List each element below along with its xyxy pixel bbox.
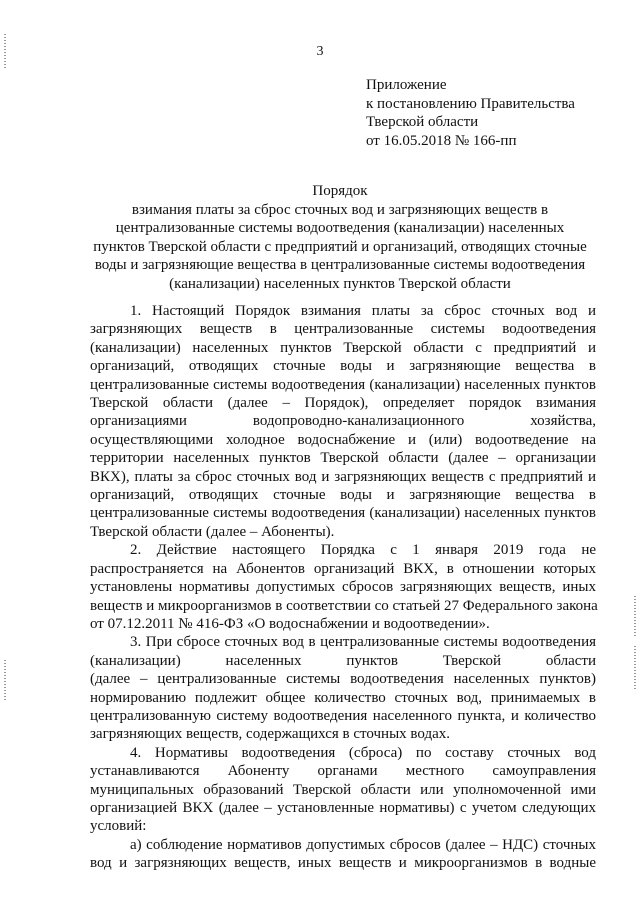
body-line: (канализации) населенных пунктов Тверской области (90, 652, 596, 669)
appendix-line: от 16.05.2018 № 166-пп (366, 132, 517, 149)
title-line: централизованные системы водоотведения (канализации) населенных (115, 220, 565, 236)
body-line: организациями водопроводно-канализационного хозяйства, (90, 413, 596, 430)
body-line: Тверской области (далее – Абоненты). (90, 523, 335, 540)
page-number: 3 (316, 44, 324, 59)
body-line: от 07.12.2011 № 416-ФЗ «О водоснабжении и водоотведении». (90, 615, 490, 632)
document-title (84, 182, 596, 293)
body-line: централизованные системы водоотведения (канализации) населенных пунктов (90, 505, 596, 522)
title-line: взимания платы за сброс сточных вод и загрязняющих веществ в (131, 201, 549, 218)
appendix-block (366, 76, 575, 150)
body-line: веществ и микроорганизмов в соответствии со статьей 27 Федерального закона (90, 597, 598, 614)
body-line: Тверской области (далее – Порядок), определяет порядок взимания (90, 395, 596, 412)
title-line: воды и загрязняющие вещества в централизованные системы водоотведения (94, 257, 586, 273)
body-line: централизованные системы водоотведения (канализации) населенных пунктов (90, 376, 596, 393)
body-line: загрязняющих веществ, содержащихся в сточных водах. (90, 726, 450, 743)
title-heading: Порядок (312, 183, 368, 199)
scan-margin-mark (4, 660, 6, 700)
body-line: 3. При сбросе сточных вод в централизованные системы водоотведения (130, 634, 596, 651)
body-line: (канализации) населенных пунктов Тверской области с предприятий и (90, 339, 596, 356)
body-line: условий: (90, 818, 147, 835)
scan-margin-mark (634, 596, 636, 636)
body-line: организацией ВКХ (далее – установленные нормативы) с учетом следующих (90, 799, 596, 816)
appendix-line: Приложение (366, 77, 447, 93)
body-line: организаций, отводящих сточные воды и загрязняющие вещества в (90, 358, 596, 375)
appendix-line: Тверской области (366, 114, 479, 130)
body-line: централизованную систему водоотведения населенного пункта, и количество (90, 707, 596, 724)
body-line: 1. Настоящий Порядок взимания платы за сброс сточных вод и (130, 303, 596, 319)
body-line: (далее – централизованные системы водоотведения населенных пунктов) (90, 671, 596, 688)
body-line: территории населенных пунктов Тверской области (далее – организации (90, 450, 596, 467)
body-line: распространяется на Абонентов организаций ВКХ, в отношении которых (90, 560, 596, 577)
body-line: осуществляющими холодное водоснабжение и (или) водоотведение на (90, 431, 596, 448)
body-line: вод и загрязняющих веществ, иных веществ и микроорганизмов в водные (90, 855, 596, 872)
body-line: 2. Действие настоящего Порядка с 1 января 2019 года не (130, 542, 596, 559)
body-line: а) соблюдение нормативов допустимых сбросов (далее – НДС) сточных (130, 836, 596, 853)
scan-margin-mark (634, 646, 636, 690)
body-line: установлены нормативы допустимых сбросов загрязняющих веществ, иных (90, 579, 596, 596)
body-line: 4. Нормативы водоотведения (сброса) по составу сточных вод (130, 744, 596, 761)
body-line: муниципальных образований Тверской области или уполномоченной ими (90, 781, 596, 798)
body-line: ВКХ), платы за сброс сточных вод и загрязняющих веществ с предприятий и (90, 468, 596, 485)
appendix-line: к постановлению Правительства (366, 95, 575, 112)
body-line: загрязняющих веществ в централизованные системы водоотведения (90, 321, 596, 338)
scan-margin-mark (4, 34, 6, 70)
body-line: организаций, отводящих сточные воды и загрязняющие вещества в (90, 487, 596, 504)
title-line: пунктов Тверской области с предприятий и организаций, отводящих сточные (93, 238, 587, 255)
body-line: устанавливаются Абоненту органами местного самоуправления (90, 763, 596, 780)
title-line: (канализации) населенных пунктов Тверской области (169, 275, 511, 292)
body-line: нормированию подлежит общее количество сточных вод, принимаемых в (90, 689, 596, 706)
document-body (90, 302, 596, 873)
